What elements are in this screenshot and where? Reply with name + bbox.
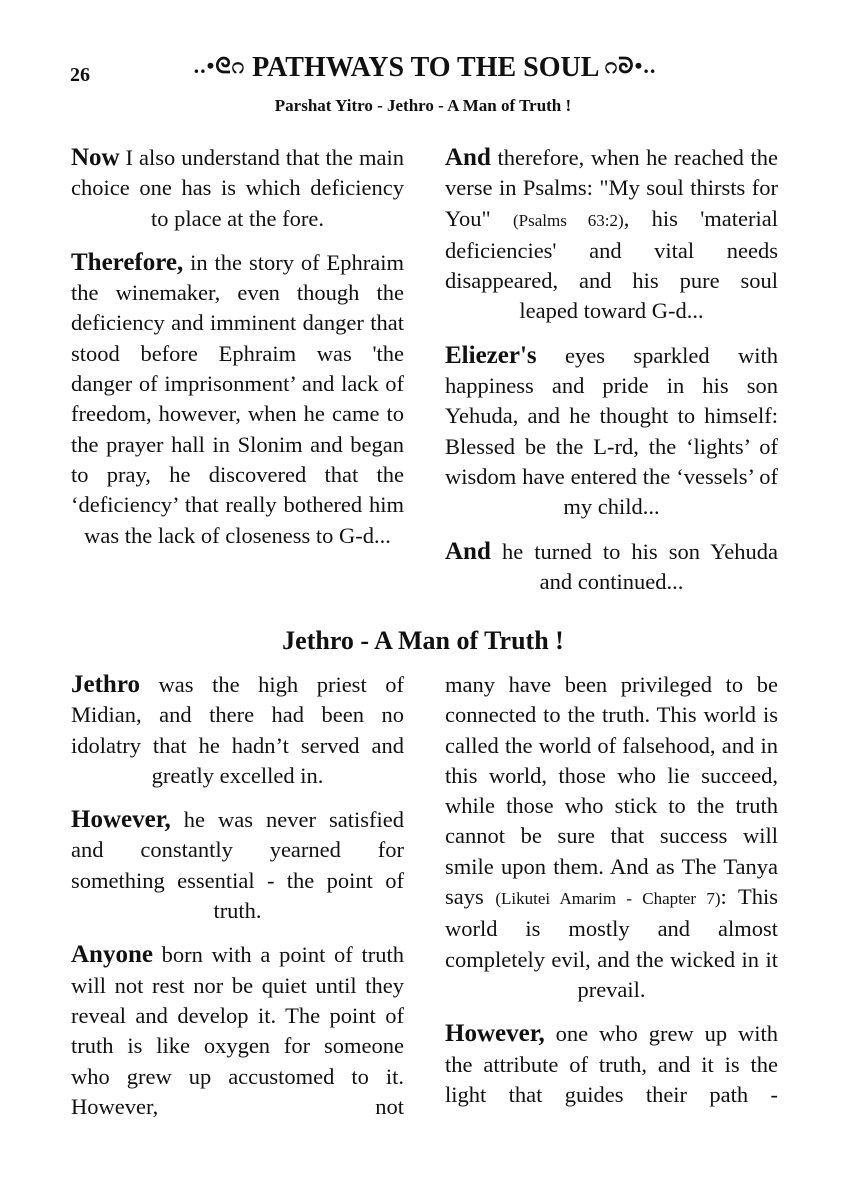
paragraph	[445, 670, 778, 1005]
paragraph-text: therefore, when he reached the verse in Psalms: "My soul thirsts for You"	[445, 145, 778, 231]
paragraph	[445, 537, 778, 598]
paragraph	[445, 341, 778, 523]
paragraph	[71, 670, 404, 791]
lead-word: Therefore,	[71, 248, 184, 276]
lead-word: Now	[71, 144, 120, 171]
paragraph	[445, 1019, 778, 1110]
paragraph	[71, 143, 404, 234]
section-title: Jethro - A Man of Truth !	[282, 626, 564, 655]
lead-word: Anyone	[71, 941, 153, 969]
paragraph-text: eyes sparkled with happiness and pride in his son Yehuda, and he thought to himself: Blessed be the L-rd, the ‘lights’ of wisdom have entered the ‘vessels’ of my child...	[445, 342, 778, 520]
bottom-left-column	[71, 670, 404, 1136]
page-header	[0, 52, 846, 92]
paragraph-text: in the story of Ephraim the winemaker, even though the deficiency and imminent danger that stood before Ephraim was 'the danger of imprisonment’ and lack of freedom, however, when he came to the prayer hall in Slonim and began to pray, he discovered that the ‘deficiency’ that really bothered him was the lack of closeness to G-d...	[71, 249, 404, 548]
paragraph	[445, 143, 778, 327]
paragraph-text: I also understand that the main choice one has is which deficiency to place at the fore.	[71, 145, 404, 231]
running-title-text: PATHWAYS TO THE SOUL	[252, 52, 598, 83]
running-title	[130, 52, 720, 84]
paragraph-text: was the high priest of Midian, and there had been no idolatry that he hadn’t served and greatly excelled in.	[71, 672, 404, 788]
top-left-column	[71, 143, 404, 565]
paragraph-text: one who grew up with the attribute of truth, and it is the light that guides their path -	[445, 1021, 778, 1107]
paragraph-text: he turned to his son Yehuda and continued...	[490, 538, 778, 594]
ornament-left-icon: ..•ᘓ೧	[193, 53, 246, 78]
citation: (Likutei Amarim - Chapter 7)	[495, 889, 721, 909]
lead-word: And	[445, 537, 491, 565]
lead-word: And	[445, 144, 491, 171]
paragraph-text: : This world is mostly and almost completely evil, and the wicked in it prevail.	[445, 884, 778, 1002]
paragraph-text: born with a point of truth will not rest nor be quiet until they reveal and develop it. The point of truth is like oxygen for someone who grew up accustomed to it. However, not	[71, 942, 404, 1119]
page-subtitle: Parshat Yitro - Jethro - A Man of Truth !	[274, 96, 572, 115]
lead-word: However,	[71, 806, 171, 834]
paragraph	[71, 940, 404, 1122]
citation: (Psalms 63:2)	[513, 210, 624, 230]
bottom-right-column	[445, 670, 778, 1124]
paragraph-text: many have been privileged to be connected to the truth. This world is called the world of falsehood, and in this world, those who lie succeed, while those who stick to the truth cannot be sure that success will smile upon them. And as The Tanya says	[445, 672, 778, 910]
paragraph-text: he was never satisfied and constantly yearned for something essential - the point of truth.	[71, 807, 404, 924]
lead-word: Jethro	[71, 671, 140, 698]
lead-word: Eliezer's	[445, 341, 537, 369]
paragraph	[71, 248, 404, 551]
top-right-column	[445, 143, 778, 611]
ornament-right-icon: ೧ᘐ•..	[604, 53, 657, 78]
paragraph-text: , his 'material deficiencies' and vital needs disappeared, and his pure soul leaped toward G-d...	[445, 205, 778, 324]
paragraph	[71, 805, 404, 926]
page-number: 26	[70, 64, 90, 86]
lead-word: However,	[445, 1020, 545, 1048]
